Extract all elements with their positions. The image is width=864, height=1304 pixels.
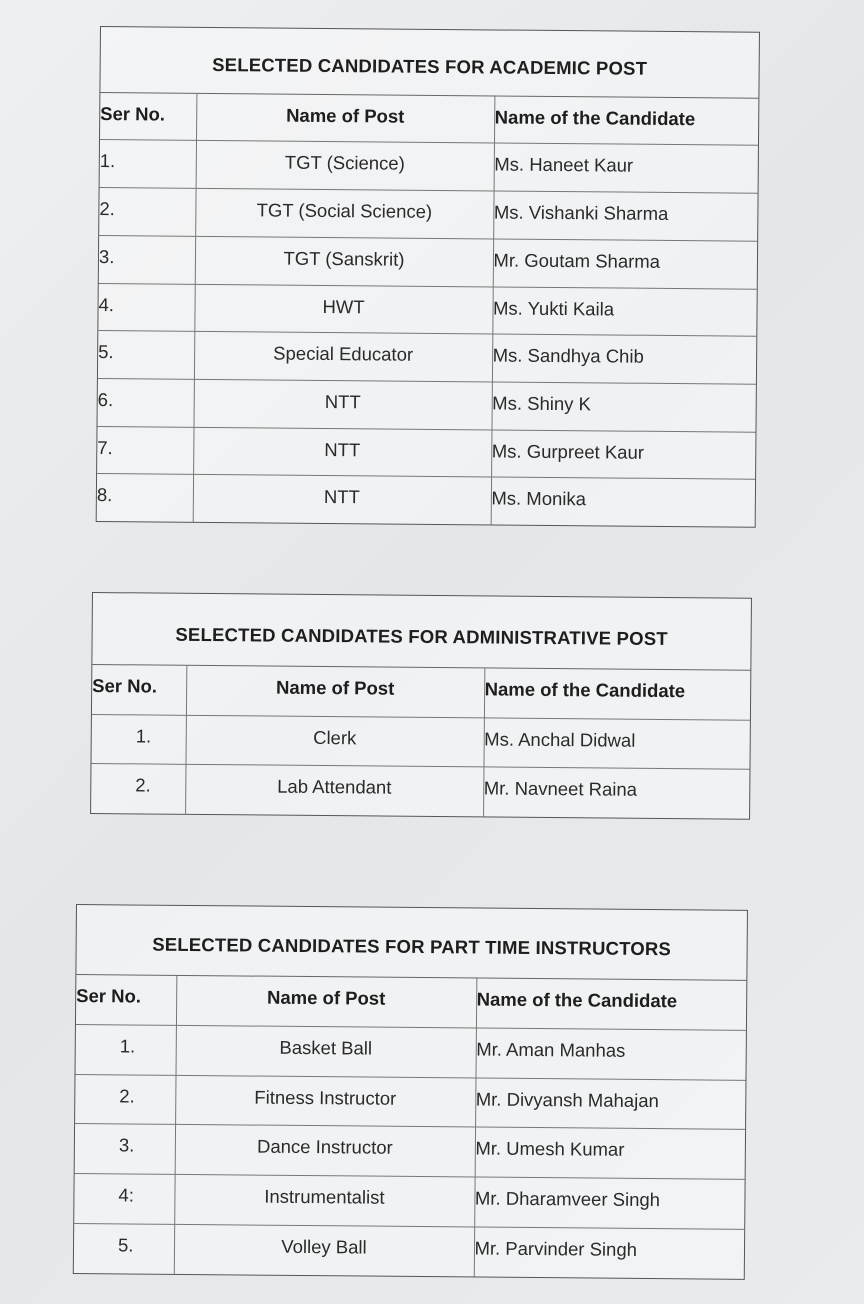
administrative-grid (91, 665, 750, 819)
table-row (100, 140, 758, 193)
header-row (100, 93, 758, 146)
table-row (99, 235, 757, 288)
candidate-cell: Ms. Gurpreet Kaur (491, 430, 755, 480)
ser-no-cell: 3. (99, 235, 195, 284)
table-row (76, 1024, 746, 1080)
ser-no-cell: 8. (97, 474, 193, 522)
name-of-post-header: Name of Post (176, 976, 476, 1028)
name-of-post-header: Name of Post (196, 94, 494, 144)
ser-no-header: Ser No. (92, 665, 186, 715)
table-row (91, 764, 749, 819)
post-cell: NTT (193, 475, 491, 525)
candidate-cell: Mr. Divyansh Mahajan (475, 1078, 745, 1130)
post-cell: TGT (Social Science) (195, 189, 493, 239)
ser-no-cell: 2. (99, 188, 195, 237)
header-row (92, 665, 750, 720)
ser-no-cell: 5. (74, 1224, 174, 1274)
administrative-post-table (90, 592, 752, 820)
candidate-name-header: Name of the Candidate (476, 978, 746, 1030)
ser-no-cell: 4. (98, 283, 194, 332)
ser-no-cell: 4: (74, 1174, 174, 1225)
candidate-cell: Mr. Aman Manhas (476, 1028, 746, 1080)
post-cell: Basket Ball (176, 1025, 476, 1078)
candidate-name-header: Name of the Candidate (494, 96, 758, 145)
candidate-cell: Ms. Shiny K (491, 382, 755, 432)
candidate-name-header: Name of the Candidate (484, 668, 750, 719)
ser-no-cell: 6. (98, 378, 194, 427)
ser-no-cell: 1. (76, 1024, 176, 1075)
ser-no-cell: 5. (98, 331, 194, 380)
academic-post-table (96, 26, 760, 528)
candidate-cell: Mr. Goutam Sharma (493, 239, 757, 289)
post-cell: Special Educator (194, 332, 492, 382)
table-row (91, 714, 749, 770)
ser-no-header: Ser No. (76, 975, 176, 1025)
name-of-post-header: Name of Post (186, 666, 484, 718)
post-cell: NTT (193, 427, 491, 477)
table-row (74, 1224, 744, 1279)
header-row (76, 975, 746, 1030)
candidate-cell: Ms. Yukti Kaila (492, 287, 756, 337)
table-row (98, 378, 756, 431)
table-row (97, 426, 755, 479)
ser-no-cell: 1. (91, 714, 185, 765)
part-time-instructors-table (73, 904, 748, 1280)
table-row (99, 188, 757, 241)
post-cell: Lab Attendant (185, 765, 483, 817)
part-time-grid (74, 975, 747, 1279)
ser-no-cell: 3. (75, 1124, 175, 1175)
ser-no-cell: 1. (100, 140, 196, 189)
candidate-cell: Ms. Haneet Kaur (494, 143, 758, 193)
table-row (75, 1074, 745, 1130)
candidate-cell: Ms. Vishanki Sharma (493, 191, 757, 241)
table-row (97, 474, 755, 527)
table-row (98, 283, 756, 336)
candidate-cell: Ms. Sandhya Chib (492, 334, 756, 384)
ser-no-cell: 7. (97, 426, 193, 475)
candidate-cell: Mr. Dharamveer Singh (474, 1177, 744, 1229)
post-cell: NTT (194, 379, 492, 429)
post-cell: TGT (Sanskrit) (195, 236, 493, 286)
post-cell: HWT (194, 284, 492, 334)
post-cell: Clerk (185, 715, 483, 767)
candidate-cell: Ms. Monika (491, 477, 755, 526)
table-row (74, 1174, 744, 1230)
ser-no-cell: 2. (75, 1074, 175, 1125)
post-cell: TGT (Science) (196, 141, 494, 191)
administrative-table-title: SELECTED CANDIDATES FOR ADMINISTRATIVE POST (92, 593, 751, 671)
academic-table-title: SELECTED CANDIDATES FOR ACADEMIC POST (100, 27, 759, 99)
candidate-cell: Ms. Anchal Didwal (483, 718, 749, 770)
candidate-cell: Mr. Parvinder Singh (474, 1227, 744, 1279)
post-cell: Volley Ball (174, 1225, 474, 1277)
ser-no-header: Ser No. (100, 93, 196, 141)
part-time-table-title: SELECTED CANDIDATES FOR PART TIME INSTRUCTORS (76, 905, 747, 981)
table-row (75, 1124, 745, 1180)
academic-grid (97, 93, 759, 527)
post-cell: Instrumentalist (174, 1175, 474, 1228)
candidate-cell: Mr. Navneet Raina (483, 767, 749, 818)
table-row (98, 331, 756, 384)
candidate-cell: Mr. Umesh Kumar (475, 1127, 745, 1179)
post-cell: Dance Instructor (175, 1125, 475, 1178)
ser-no-cell: 2. (91, 764, 185, 814)
post-cell: Fitness Instructor (175, 1075, 475, 1128)
